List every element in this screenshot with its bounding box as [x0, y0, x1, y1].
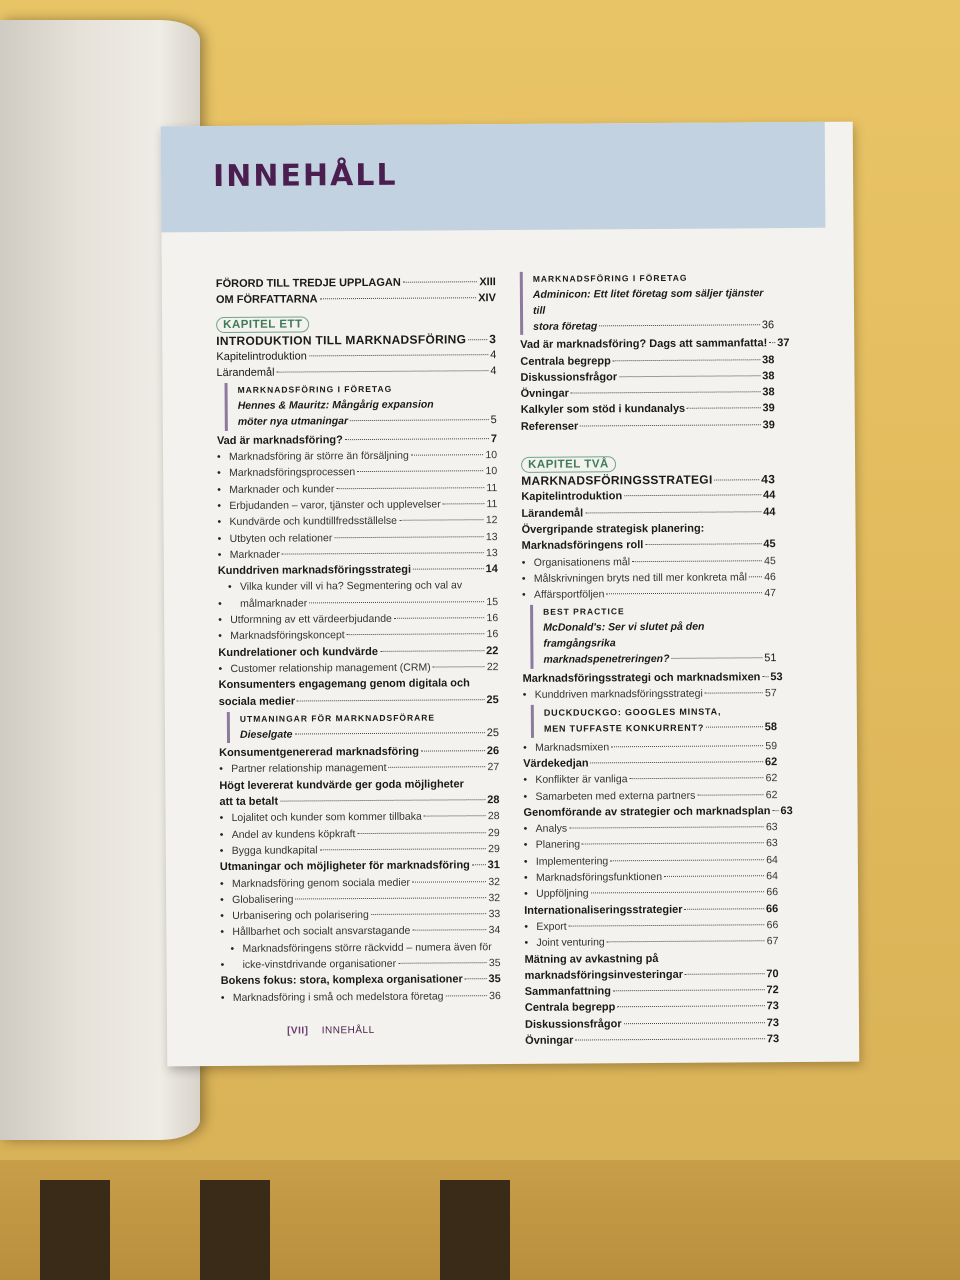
toc-entry: Kundrelationer och kundvärde 22	[218, 644, 499, 659]
toc-sublist	[219, 760, 499, 778]
toc-entry: • Erbjudanden – varor, tjänster och upplevelser 11	[217, 496, 497, 514]
toc-subentry: • icke-vinstdrivande organisationer 35	[221, 955, 501, 973]
toc-entry: Genomförande av strategier och marknadsplan 63	[523, 804, 793, 819]
toc-entry: Övningar 73	[525, 1033, 780, 1047]
front-matter	[216, 274, 496, 309]
toc-entry: att ta betalt 28	[219, 794, 500, 809]
toc-entry: Vad är marknadsföring? Dags att sammanfatta! 37	[520, 337, 790, 352]
toc-sublist	[218, 610, 498, 645]
toc-entry: • Implementering 64	[524, 852, 778, 870]
chapter-label: KAPITEL TVÅ	[521, 456, 616, 473]
toc-entry: Vad är marknadsföring? 7	[216, 432, 497, 447]
toc-entry: • Marknadsmixen 59	[523, 738, 777, 756]
toc-entry: Konsumenters engagemang genom digitala och	[218, 677, 470, 692]
toc-sublist	[523, 685, 777, 703]
toc-entry: • Planering 63	[524, 836, 778, 854]
chair-slat	[440, 1180, 510, 1280]
toc-entry: Kapitelintroduktion 4	[216, 348, 497, 363]
chair-slat	[40, 1180, 110, 1280]
toc-list	[520, 335, 790, 435]
toc-right-column	[520, 268, 793, 1049]
toc-sublist	[220, 808, 500, 859]
toc-entry: • Customer relationship management (CRM) 22	[218, 659, 498, 677]
toc-sublist	[522, 553, 776, 604]
toc-sublist	[524, 917, 778, 951]
toc-entry: Marknadsföringsstrategi och marknadsmixen 53	[522, 670, 783, 685]
toc-entry: • Export 66	[524, 917, 778, 935]
feature-box: BEST PRACTICE McDonald's: Ser vi slutet på den framgångsrika marknadspenetreringen? 51	[530, 604, 776, 669]
toc-entry: Centrala begrepp 38	[520, 353, 775, 368]
toc-sublist	[524, 819, 779, 902]
toc-entry: Diskussionsfrågor 73	[524, 1016, 780, 1031]
toc-entry: Marknadsföringens roll 45	[521, 538, 776, 553]
toc-left-column	[216, 274, 501, 1006]
page-footer	[287, 1025, 375, 1037]
toc-entry: • Marknadsföringsprocessen 10	[217, 463, 497, 481]
toc-entry: Bokens fokus: stora, komplexa organisationer 35	[220, 973, 501, 988]
toc-subentry: • målmarknader 15	[218, 594, 498, 612]
feature-box: MARKNADSFÖRING I FÖRETAG Adminicon: Ett litet företag som säljer tjänster till stora företag 36	[520, 270, 774, 335]
page-number: [VII]	[287, 1025, 309, 1037]
feature-box: UTMANINGAR FÖR MARKNADSFÖRARE Dieselgate 25	[227, 710, 499, 743]
toc-sublist	[217, 447, 498, 563]
toc-entry: Utmaningar och möjligheter för marknadsföring 31	[219, 859, 500, 874]
toc-entry: Konsumentgenererad marknadsföring 26	[219, 745, 500, 760]
toc-entry: FÖRORD TILL TREDJE UPPLAGAN XIII	[215, 276, 496, 291]
toc-entry: Lärandemål 4	[216, 365, 497, 380]
toc-subentry: • Marknadsföringens större räckvidd – numera även för	[220, 939, 500, 957]
footer-label: INNEHÅLL	[321, 1024, 375, 1037]
toc-entry: Övningar 38	[520, 386, 775, 401]
toc-entry: • Samarbeten med externa partners 62	[523, 787, 777, 805]
toc-entry: • Partner relationship management 27	[219, 760, 499, 778]
toc-entry: • Affärsportföljen 47	[522, 585, 776, 603]
toc-entry: • Marknader och kunder 11	[217, 480, 497, 498]
toc-entry: • Målskrivningen bryts ned till mer konkreta mål 46	[522, 569, 776, 587]
toc-entry: • Konflikter är vanliga 62	[523, 770, 777, 788]
toc-entry: • Uppföljning 66	[524, 884, 778, 902]
toc-entry: • Utformning av ett värdeerbjudande 16	[218, 610, 498, 628]
toc-entry: • Urbanisering och polarisering 33	[220, 906, 500, 924]
toc-sublist	[221, 988, 501, 1006]
toc-entry: Övergripande strategisk planering:	[521, 522, 705, 536]
toc-entry: Diskussionsfrågor 38	[520, 370, 775, 384]
toc-entry: Högt levererat kundvärde ger goda möjligheter	[219, 778, 464, 792]
toc-entry: • Marknadsföringskoncept 16	[218, 626, 498, 644]
feature-box: MARKNADSFÖRING I FÖRETAG Hennes & Mauritz: Mångårig expansion möter nya utmaningar 5	[225, 382, 497, 431]
feature-box: DUCKDUCKGO: GOOGLES MINSTA, MEN TUFFASTE KONKURRENT? 58	[531, 703, 777, 737]
toc-entry: Lärandemål 44	[521, 505, 776, 520]
toc-entry: • Andel av kundens köpkraft 29	[220, 825, 500, 843]
toc-entry: Kapitelintroduktion 44	[521, 489, 776, 504]
chapter-label: KAPITEL ETT	[216, 316, 310, 333]
toc-entry: • Hållbarhet och socialt ansvarstagande 34	[220, 922, 500, 940]
toc-entry: Internationaliseringsstrategier 66	[524, 902, 779, 917]
toc-sublist	[218, 659, 498, 677]
toc-entry: • Marknadsföringsfunktionen 64	[524, 868, 778, 886]
toc-entry: • Kunddriven marknadsföringsstrategi 57	[523, 685, 777, 703]
toc-entry: Kunddriven marknadsföringsstrategi 14	[217, 563, 498, 578]
chapter-title: MARKNADSFÖRINGSSTRATEGI 43	[521, 472, 776, 488]
toc-entry: • Marknadsföring är större än försäljning 10	[217, 447, 497, 465]
toc-entry: Centrala begrepp 73	[524, 1000, 779, 1015]
toc-entry: • Marknadsföring genom sociala medier 32	[220, 874, 500, 892]
toc-sublist	[523, 770, 777, 804]
chair-slat	[200, 1180, 270, 1280]
toc-entry: • Utbyten och relationer 13	[218, 529, 498, 547]
toc-entry: • Joint venturing 67	[524, 933, 778, 951]
toc-entry: Kalkyler som stöd i kundanalys 39	[520, 402, 775, 417]
toc-entry: • Marknader 13	[218, 545, 498, 563]
toc-entry: • Globalisering 32	[220, 890, 500, 908]
toc-entry: • Kundvärde och kundtillfredsställelse 12	[217, 512, 497, 530]
toc-list	[525, 982, 779, 1049]
toc-entry: • Marknadsföring i små och medelstora företag 36	[221, 988, 501, 1006]
toc-sublist	[220, 874, 500, 941]
toc-entry: • Analys 63	[524, 819, 778, 837]
toc-entry: marknadsföringsinvesteringar 70	[524, 967, 779, 982]
toc-entry: sociala medier 25	[218, 693, 499, 708]
toc-entry: Mätning av avkastning på	[524, 952, 659, 966]
toc-entry: • Bygga kundkapital 29	[220, 841, 500, 859]
toc-entry: Referenser 39	[520, 418, 775, 433]
toc-entry: Värdekedjan 62	[523, 756, 778, 770]
page-title: INNEHÅLL	[212, 157, 398, 195]
toc-entry: • Organisationens mål 45	[522, 553, 776, 571]
toc-entry: OM FÖRFATTARNA XIV	[215, 292, 496, 307]
toc-page	[161, 122, 860, 1067]
chapter-title: INTRODUKTION TILL MARKNADSFÖRING 3	[216, 331, 497, 348]
toc-sublist	[523, 738, 777, 756]
toc-entry: • Lojalitet och kunder som kommer tillbaka 28	[220, 808, 500, 826]
header-band	[161, 122, 826, 233]
toc-entry: Sammanfattning 72	[524, 984, 779, 999]
toc-subentry: • Vilka kunder vill vi ha? Segmentering och val av	[218, 578, 498, 596]
